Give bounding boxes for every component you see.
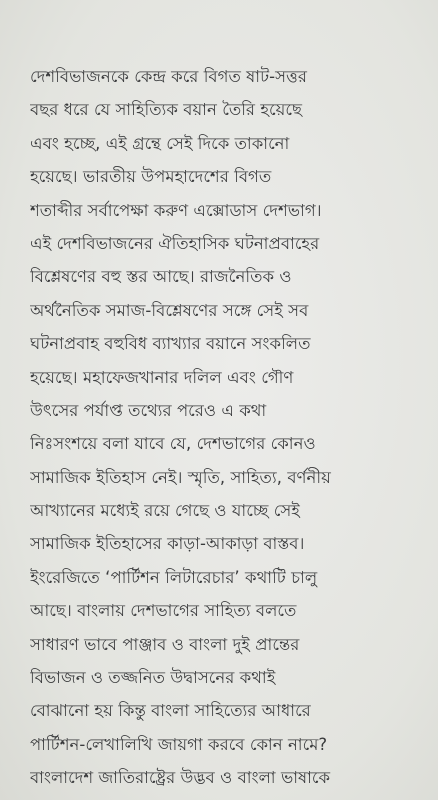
text-line: বিশ্লেষণের বহু স্তর আছে। রাজনৈতিক ও	[30, 267, 292, 287]
text-line: বছর ধরে যে সাহিত্যিক বয়ান তৈরি হয়েছে	[30, 100, 303, 120]
text-line: সাধারণ ভাবে পাঞ্জাব ও বাংলা দুই প্রান্তের	[30, 634, 300, 654]
text-line: হয়েছে। মহাফেজখানার দলিল এবং গৌণ	[30, 367, 294, 387]
text-line: নিঃসংশয়ে বলা যাবে যে, দেশভাগের কোনও	[30, 434, 316, 454]
text-line: উৎসের পর্যাপ্ত তথ্যের পরেও এ কথা	[30, 400, 267, 420]
text-line: সামাজিক ইতিহাস নেই। স্মৃতি, সাহিত্য, বর্ণনীয়	[30, 467, 331, 487]
text-line: সামাজিক ইতিহাসের কাড়া-আকাড়া বাস্তব।	[30, 534, 305, 554]
text-line: বিভাজন ও তজ্জনিত উদ্বাসনের কথাই	[30, 668, 276, 688]
paragraph-1	[30, 60, 422, 561]
text-line: এবং হচ্ছে, এই গ্রন্থে সেই দিকে তাকানো	[30, 133, 290, 153]
text-line: বোঝানো হয় কিন্তু বাংলা সাহিত্যের আধারে	[30, 701, 311, 721]
text-line: শতাব্দীর সর্বাপেক্ষা করুণ এক্সোডাস দেশভাগ।	[30, 200, 322, 220]
text-line: হয়েছে। ভারতীয় উপমহাদেশের বিগত	[30, 167, 272, 187]
text-line: ঘটনাপ্রবাহ বহুবিধ ব্যাখ্যার বয়ানে সংকলিত	[30, 334, 311, 354]
text-line: ইংরেজিতে ‘পার্টিশন লিটারেচার’ কথাটি চালু	[30, 567, 318, 587]
text-line: বাংলাদেশ জাতিরাষ্ট্রের উদ্ভব ও বাংলা ভাষাকে	[30, 768, 331, 788]
text-line: আছে। বাংলায় দেশভাগের সাহিত্য বলতে	[30, 601, 297, 621]
text-line: পার্টিশন-লেখালিখি জায়গা করবে কোন নামে?	[30, 734, 328, 754]
paragraph-2	[30, 561, 422, 795]
body-text	[30, 60, 422, 795]
text-line: এই দেশবিভাজনের ঐতিহাসিক ঘটনাপ্রবাহের	[30, 233, 320, 253]
text-line: অর্থনৈতিক সমাজ-বিশ্লেষণের সঙ্গে সেই সব	[30, 300, 309, 320]
text-line: আখ্যানের মধ্যেই রয়ে গেছে ও যাচ্ছে সেই	[30, 501, 300, 521]
text-line: দেশবিভাজনকে কেন্দ্র করে বিগত ষাট-সত্তর	[30, 67, 307, 86]
